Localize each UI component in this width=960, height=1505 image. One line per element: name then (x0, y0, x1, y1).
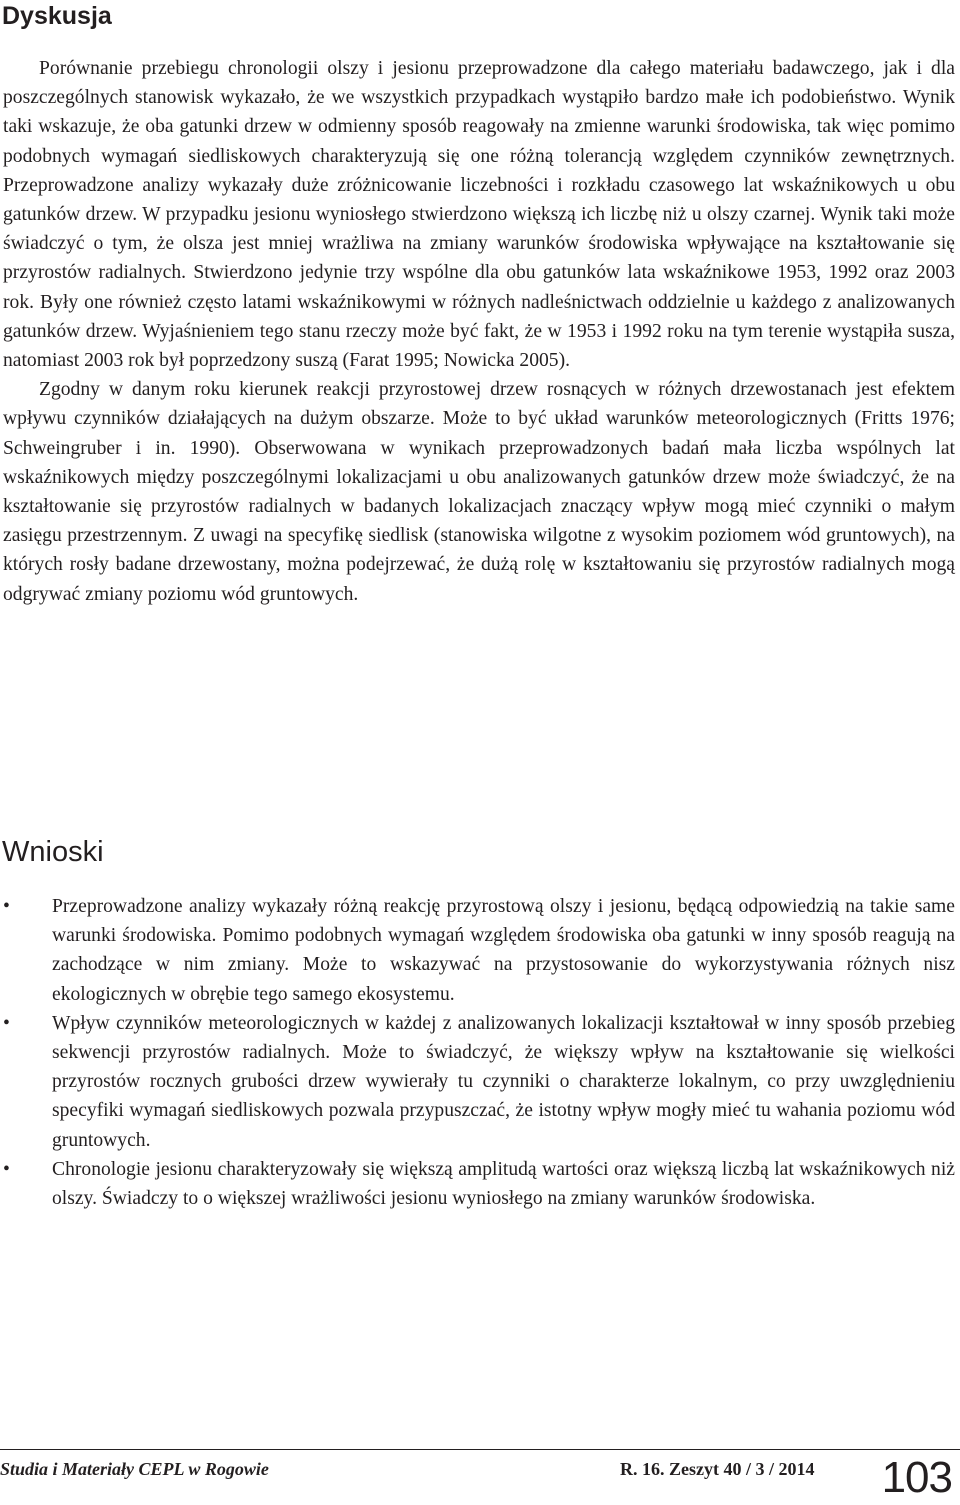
footer-journal-name: Studia i Materiały CEPL w Rogowie (0, 1459, 269, 1479)
discussion-paragraph-1: Porównanie przebiegu chronologii olszy i jesionu przeprowadzone dla całego materiału badawczego, jak i dla poszczególnych stanowisk wykazało, że we wszystkich przypadkach wystąpiło bardzo małe ich podobieństwo. Wynik taki wskazuje, że oba gatunki drzew w odmienny sposób reagowały na zmienne warunki środowiska, tak więc pomimo podobnych wymagań siedliskowych charakteryzują się one różną tolerancją względem czynników zewnętrznych. Przeprowadzone analizy wykazały duże zróżnicowanie liczebności i rozkładu czasowego lat wskaźnikowych u obu gatunków drzew. W przypadku jesionu wyniosłego stwierdzono większą ich liczbę niż u olszy czarnej. Wynik taki może świadczyć o tym, że olsza jest mniej wrażliwa na zmiany warunków środowiska wpływające na kształtowanie się przyrostów radialnych. Stwierdzono jedynie trzy wspólne dla obu gatunków lata wskaźnikowe 1953, 1992 oraz 2003 rok. Były one również często latami wskaźnikowymi w różnych nadleśnictwach oddzielnie u każdego z analizowanych gatunków drzew. Wyjaśnieniem tego stanu rzeczy może być fakt, że w 1953 i 1992 roku na tym terenie wystąpiła susza, natomiast 2003 rok był poprzedzony suszą (Farat 1995; Nowicka 2005). (3, 58, 955, 372)
conclusion-item-2 (3, 1009, 955, 1155)
conclusion-text: Przeprowadzone analizy wykazały różną reakcję przyrostową olszy i jesionu, będącą odpowiedzią na takie same warunki środowiska. Pomimo podobnych wymagań względem środowiska oba gatunki w inny sposób reagują na zachodzące w nim zmiany. Może to wskazywać na przystosowanie do wykorzystywania różnych nisz ekologicznych w obrębie tego samego ekosystemu. (52, 896, 955, 1005)
conclusion-item-1 (3, 892, 955, 1009)
discussion-body (3, 54, 955, 609)
bullet-icon: • (3, 1158, 10, 1180)
conclusion-text: Chronologie jesionu charakteryzowały się większą amplitudą wartości oraz większą liczbą lat wskaźnikowych niż olszy. Świadczy to o większej wrażliwości jesionu wyniosłego na zmiany warunków środowiska. (52, 1158, 955, 1210)
discussion-paragraph-2: Zgodny w danym roku kierunek reakcji przyrostowej drzew rosnących w różnych drzewostanach jest efektem wpływu czynników działających na dużym obszarze. Może to być układ warunków meteorologicznych (Fritts 1976; Schweingruber i in. 1990). Obserwowana w wynikach przeprowadzonych badań mała liczba wspólnych lat wskaźnikowych między poszczególnymi lokalizacjami u obu analizowanych gatunków drzew może świadczyć, że na kształtowanie się przyrostów radialnych w badanych lokalizacjach znaczący wpływ mogą mieć czynniki o małym zasięgu przestrzennym. Z uwagi na specyfikę siedlisk (stanowiska wilgotne z wysokim poziomem wód gruntowych), na których rosły badane drzewostany, można podejrzewać, że dużą rolę w kształtowaniu się przyrostów radialnych mogą odgrywać zmiany poziomu wód gruntowych. (3, 379, 955, 605)
footer-divider (0, 1449, 960, 1450)
section-title-discussion: Dyskusja (2, 2, 112, 30)
bullet-icon: • (3, 1012, 10, 1034)
bullet-icon: • (3, 896, 10, 917)
conclusion-item-3 (3, 1155, 955, 1213)
footer-issue-info: R. 16. Zeszyt 40 / 3 / 2014 (620, 1459, 815, 1479)
page-number: 103 (881, 1453, 952, 1502)
conclusion-text: Wpływ czynników meteorologicznych w każdej z analizowanych lokalizacji kształtował w inny sposób przebieg sekwencji przyrostów radialnych. Może to świadczyć, że większy wpływ na kształtowanie się wielkości przyrostów rocznych grubości drzew wywierały tu czynniki o charakterze lokalnym, co przy uwzględnieniu specyfiki wymagań siedliskowych pozwala przypuszczać, że istotny wpływ mogły mieć tu wahania poziomu wód gruntowych. (52, 1012, 955, 1151)
conclusions-list (3, 892, 955, 1213)
section-title-conclusions: Wnioski (2, 836, 104, 868)
